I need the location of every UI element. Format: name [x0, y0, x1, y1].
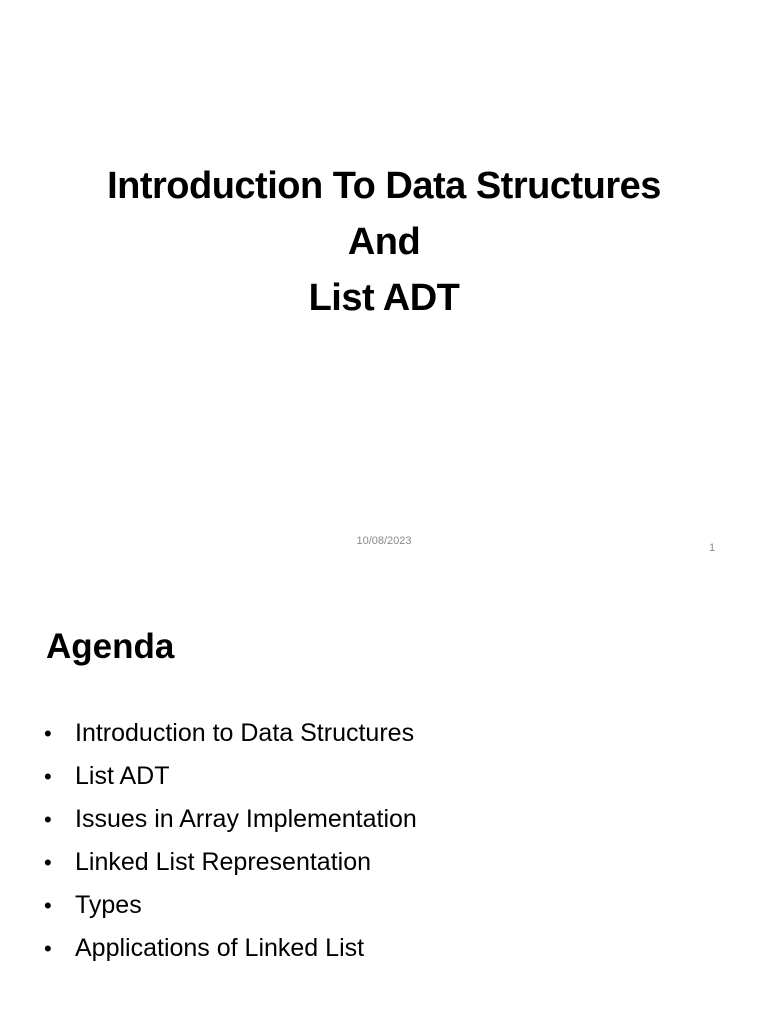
bullet-icon: •	[44, 893, 52, 918]
agenda-item-text: Applications of Linked List	[75, 934, 365, 962]
agenda-item-text: List ADT	[75, 762, 170, 790]
slide-number: 1	[708, 542, 716, 554]
bullet-icon: •	[44, 764, 52, 789]
agenda-item	[44, 884, 734, 927]
agenda-list	[44, 712, 734, 970]
agenda-item-text: Types	[75, 891, 142, 919]
agenda-item-text: Linked List Representation	[75, 848, 372, 876]
title-line-1: Introduction To Data Structures	[107, 165, 661, 207]
agenda-item	[44, 712, 734, 755]
agenda-slide	[0, 576, 768, 1024]
bullet-icon: •	[44, 721, 52, 746]
agenda-item	[44, 927, 734, 970]
bullet-icon: •	[44, 807, 52, 832]
title-line-2: And	[347, 221, 421, 263]
title-line-3: List ADT	[308, 277, 460, 319]
agenda-item	[44, 798, 734, 841]
bullet-icon: •	[44, 936, 52, 961]
agenda-item-text: Introduction to Data Structures	[75, 719, 415, 747]
slide-title	[0, 158, 768, 326]
bullet-icon: •	[44, 850, 52, 875]
agenda-item-text: Issues in Array Implementation	[75, 805, 417, 833]
agenda-item	[44, 755, 734, 798]
agenda-heading: Agenda	[46, 627, 175, 666]
slide-date: 10/08/2023	[356, 535, 412, 547]
agenda-item	[44, 841, 734, 884]
